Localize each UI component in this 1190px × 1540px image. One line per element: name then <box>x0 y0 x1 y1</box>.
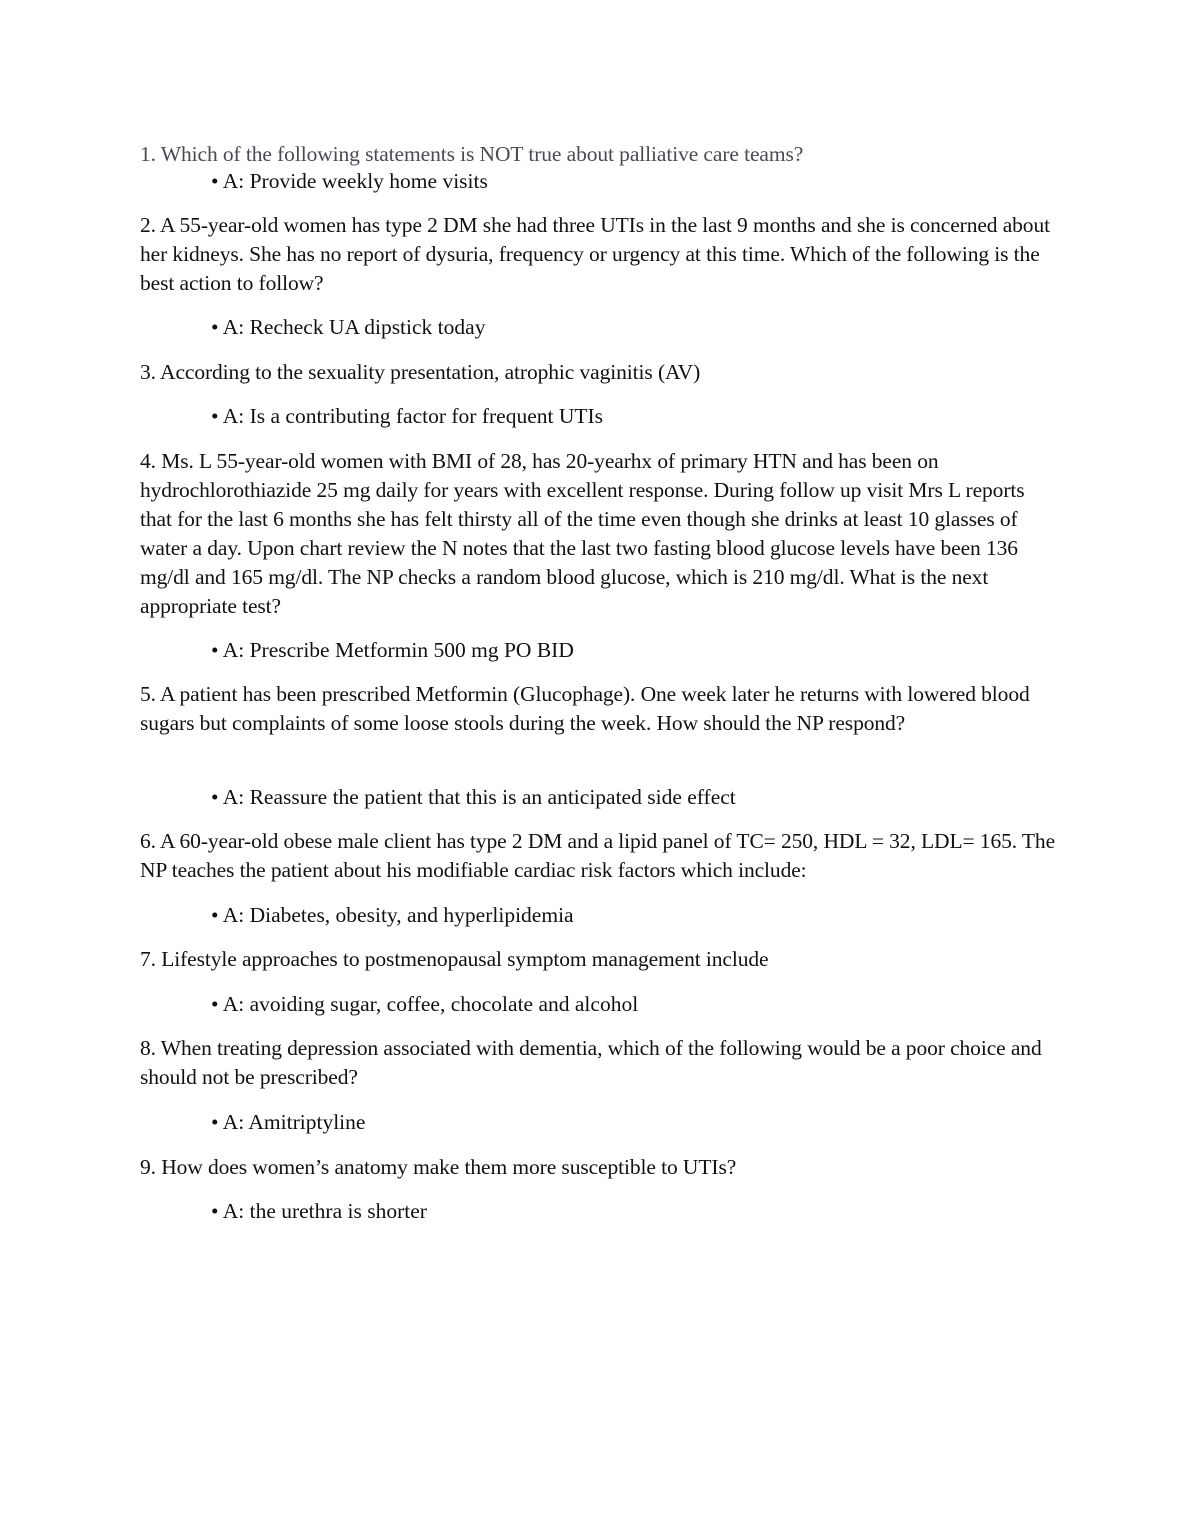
question-1: 1. Which of the following statements is NOT true about palliative care teams? <box>140 142 804 166</box>
question-2: 2. A 55-year-old women has type 2 DM she had three UTIs in the last 9 months and she is concerned about her kidneys. She has no report of dysuria, frequency or urgency at this time. Which of the following is the best action to follow? <box>140 213 1050 295</box>
answer-9: • A: the urethra is shorter <box>211 1199 427 1223</box>
question-3: 3. According to the sexuality presentation, atrophic vaginitis (AV) <box>140 360 701 384</box>
answer-5: • A: Reassure the patient that this is an anticipated side effect <box>211 785 736 809</box>
question-6: 6. A 60-year-old obese male client has type 2 DM and a lipid panel of TC= 250, HDL = 32, LDL= 165. The NP teaches the patient about his modifiable cardiac risk factors which include: <box>140 829 1056 882</box>
answer-2: • A: Recheck UA dipstick today <box>211 315 486 339</box>
answer-1: • A: Provide weekly home visits <box>211 169 488 193</box>
question-5: 5. A patient has been prescribed Metformin (Glucophage). One week later he returns with lowered blood sugars but complaints of some loose stools during the week. How should the NP respond? <box>140 682 1030 735</box>
answer-3: • A: Is a contributing factor for frequent UTIs <box>211 404 604 428</box>
question-8: 8. When treating depression associated with dementia, which of the following would be a poor choice and should not be prescribed? <box>140 1036 1042 1089</box>
answer-6: • A: Diabetes, obesity, and hyperlipidemia <box>211 903 574 927</box>
answer-7: • A: avoiding sugar, coffee, chocolate and alcohol <box>211 992 639 1016</box>
question-9: 9. How does women’s anatomy make them more susceptible to UTIs? <box>140 1155 737 1179</box>
answer-4: • A: Prescribe Metformin 500 mg PO BID <box>211 638 574 662</box>
answer-8: • A: Amitriptyline <box>211 1110 366 1134</box>
question-7: 7. Lifestyle approaches to postmenopausal symptom management include <box>140 947 769 971</box>
question-4: 4. Ms. L 55-year-old women with BMI of 28, has 20-yearhx of primary HTN and has been on hydrochlorothiazide 25 mg daily for years with excellent response. During follow up visit Mrs L reports that for the last 6 months she has felt thirsty all of the time even though she drinks at least 10 glasses of water a day. Upon chart review the N notes that the last two fasting blood glucose levels have been 136 mg/dl and 165 mg/dl. The NP checks a random blood glucose, which is 210 mg/dl. What is the next appropriate test? <box>140 449 1025 618</box>
